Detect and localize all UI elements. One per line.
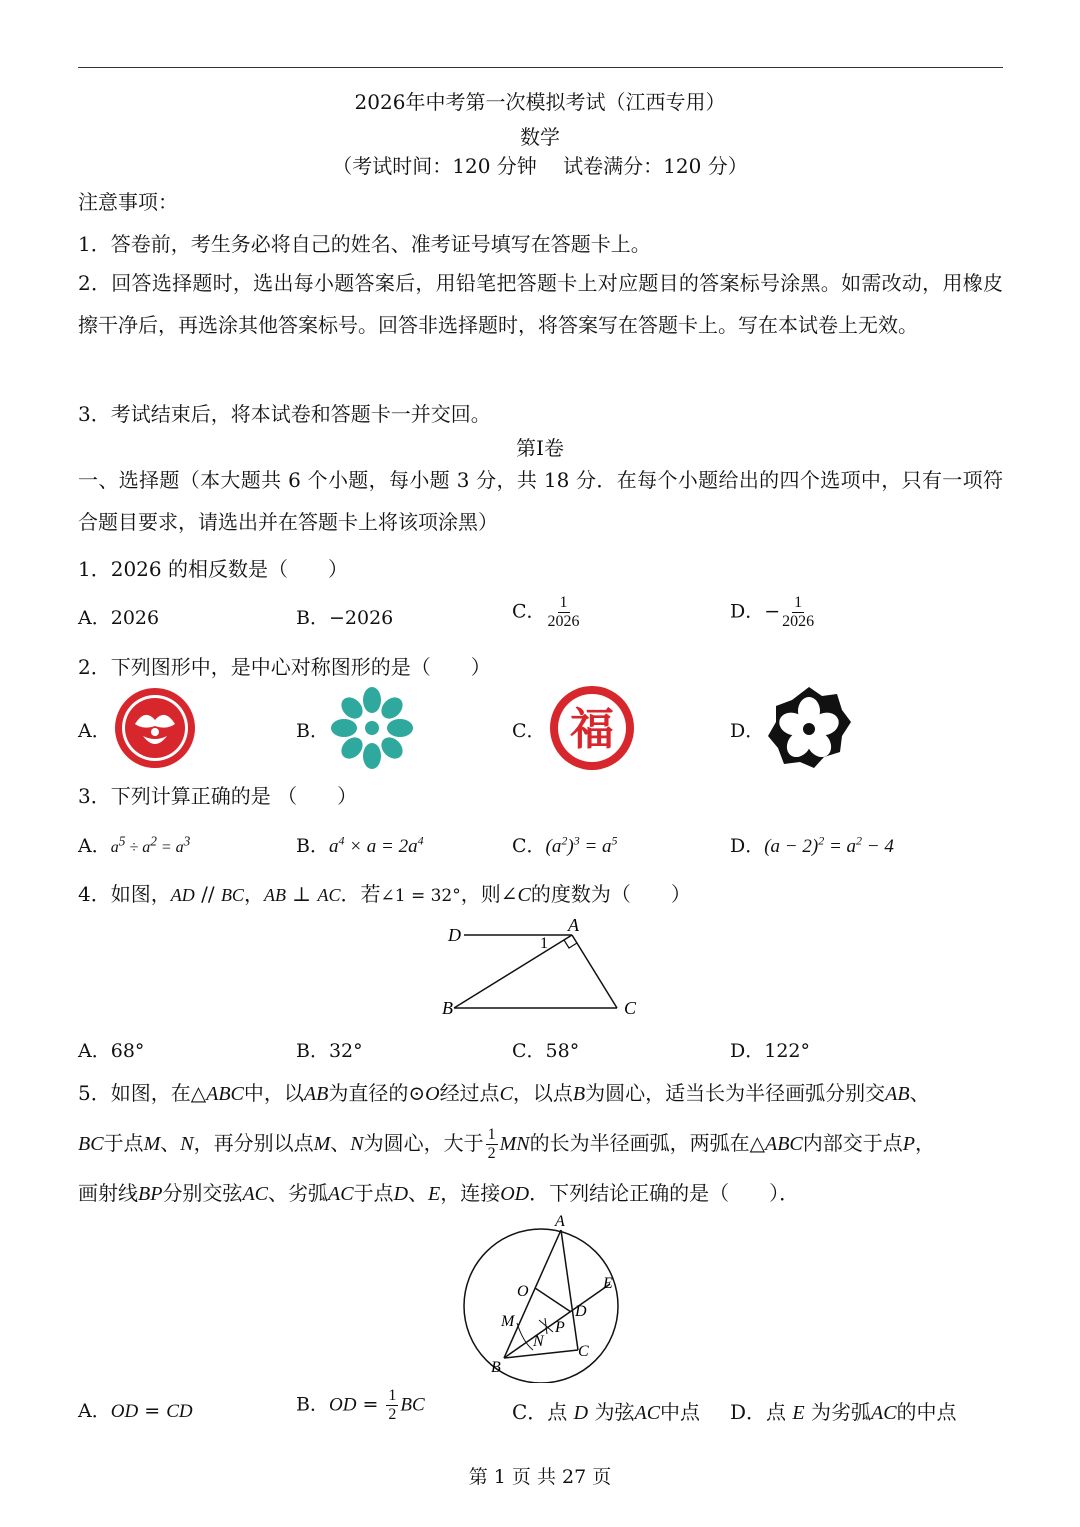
line-AC <box>572 935 617 1008</box>
q4-figure <box>440 915 650 1020</box>
q2-figure-c-fu <box>548 684 636 772</box>
label-B: B <box>491 1359 501 1376</box>
q3-stem: 3．下列计算正确的是 （ ） <box>78 784 358 808</box>
label-M: M <box>501 1313 515 1330</box>
label-A: A <box>555 1213 565 1230</box>
q3-option-a: A．$a^5 \div a^2 = a^3$ <box>78 833 191 857</box>
label-B: B <box>442 998 453 1018</box>
label-C: C <box>578 1343 589 1360</box>
arc-MN <box>517 1323 533 1350</box>
q4-stem: 4．如图，AD // BC，AB ⊥ AC．若∠1 = 32°，则∠C的度数为（ ） <box>78 882 691 906</box>
figure-c-character: 福 <box>570 704 614 755</box>
exam-title: 2026年中考第一次模拟考试（江西专用） <box>354 90 726 114</box>
label-O: O <box>517 1283 529 1300</box>
q4-option-b: B．32° <box>296 1040 363 1062</box>
note-item-2: 2．回答选择题时，选出每小题答案后，用铅笔把答题卡上对应题目的答案标号涂黑。如需改动，用橡皮擦干净后，再选涂其他答案标号。回答非选择题时，将答案写在答题卡上。写在本试卷上无效。 <box>78 271 1003 337</box>
label-D: D <box>448 925 461 945</box>
exam-info: （考试时间：120 分钟 试卷满分：120 分） <box>332 154 748 178</box>
q4-option-a: A．68° <box>78 1040 145 1062</box>
q2-option-c-label: C． <box>512 720 546 742</box>
q1-option-d: D．− $\frac{1}{2026}$ <box>730 594 815 630</box>
fraction: $\frac{1}{2026}$ <box>547 594 580 630</box>
note-item-1: 1．答卷前，考生务必将自己的姓名、准考证号填写在答题卡上。 <box>78 232 651 256</box>
q1-stem: 1．2026 的相反数是（ ） <box>78 557 348 581</box>
q2-figure-b-flower <box>330 686 414 770</box>
q5-line-1: 5．如图，在△ABC中，以AB为直径的⊙O经过点C，以点B为圆心，适当长为半径画弧分别交AB、 <box>78 1081 930 1105</box>
q5-figure <box>455 1208 630 1383</box>
fraction-half: $\frac{1}{2}$ <box>388 1387 397 1423</box>
q2-figure-a-papercut <box>113 686 197 770</box>
q4-option-d: D．122° <box>730 1040 810 1062</box>
figure-d-center <box>803 723 815 735</box>
q2-option-b-label: B． <box>296 720 329 742</box>
q3-option-c: C．$(a^2)^3 = a^5$ <box>512 833 618 857</box>
q5-line-3: 画射线BP分别交弦AC、劣弧AC于点D、E，连接OD．下列结论正确的是（ ）． <box>78 1181 800 1205</box>
line-BA <box>454 935 572 1008</box>
figure-a-center <box>151 728 159 736</box>
q3-option-d: D．$(a - 2)^2 = a^2 - 4$ <box>730 833 894 857</box>
label-D: D <box>575 1303 587 1320</box>
label-C: C <box>624 998 637 1018</box>
volume-title: 第Ⅰ卷 <box>516 436 564 460</box>
q1-option-a: A．2026 <box>78 607 160 629</box>
top-rule <box>78 67 1003 68</box>
exam-subject: 数学 <box>520 125 560 149</box>
q1-option-c: C． $\frac{1}{2026}$ <box>512 594 580 630</box>
label-A: A <box>568 915 579 935</box>
label-E: E <box>603 1275 613 1292</box>
q5-option-c: C．点 D 为弦AC中点 <box>512 1400 701 1424</box>
q2-option-a-label: A． <box>78 720 111 742</box>
q5-line-2: BC于点M、N，再分别以点M、N为圆心，大于 $\frac{1}{2}$ MN的长为半径画弧，两弧在△ABC内部交于点P， <box>78 1126 935 1162</box>
figure-b-center <box>365 721 379 735</box>
notes-heading: 注意事项： <box>78 190 178 214</box>
q2-stem: 2．下列图形中，是中心对称图形的是（ ） <box>78 655 491 679</box>
q5-option-d: D．点 E 为劣弧AC的中点 <box>730 1400 957 1424</box>
q3-option-b: B．$a^4 \times a = 2a^4$ <box>296 833 424 857</box>
fraction-half: $\frac{1}{2}$ <box>487 1126 496 1162</box>
label-N: N <box>533 1333 544 1350</box>
q4-option-c: C．58° <box>512 1040 580 1062</box>
line-BC <box>504 1350 578 1358</box>
q5-option-b: B．OD = $\frac{1}{2}$ BC <box>296 1387 425 1423</box>
q2-figure-d-blossom <box>766 684 852 770</box>
fraction: $\frac{1}{2026}$ <box>782 594 815 630</box>
line-OD <box>535 1288 571 1312</box>
note-item-3: 3．考试结束后，将本试卷和答题卡一并交回。 <box>78 402 491 426</box>
q5-option-a: A．OD = CD <box>78 1400 193 1422</box>
section-1-heading: 一、选择题（本大题共 6 个小题，每小题 3 分，共 18 分．在每个小题给出的四个选项中，只有一项符合题目要求，请选出并在答题卡上将该项涂黑） <box>78 468 1003 534</box>
page-footer: 第 1 页 共 27 页 <box>468 1466 612 1488</box>
label-angle-1: 1 <box>540 935 548 952</box>
q2-option-d-label: D． <box>730 720 765 742</box>
label-P: P <box>555 1319 565 1336</box>
q1-option-b: B．−2026 <box>296 607 394 629</box>
circle-O <box>464 1229 618 1383</box>
